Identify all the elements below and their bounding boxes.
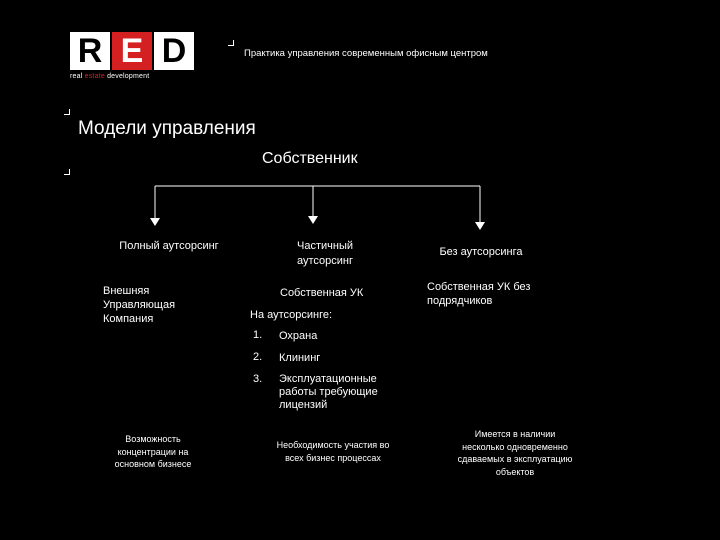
text-line: лицензий (279, 399, 328, 411)
logo-letter-r: R (70, 32, 110, 70)
text-line: концентрации на (117, 446, 189, 457)
slide-title: Модели управления (78, 118, 256, 139)
text-line: Клининг (279, 352, 321, 364)
arrow-down-icon (475, 222, 485, 230)
partial-own-uk: Собственная УК (280, 287, 364, 299)
text-line: несколько одновременно (462, 441, 568, 452)
arrow-down-icon (308, 216, 318, 224)
text-line: основном бизнесе (114, 459, 192, 469)
text-line: аутсорсинг (297, 255, 353, 267)
logo-letter-e: E (112, 32, 152, 70)
text-line: подрядчиков (427, 295, 493, 307)
list-item-text (279, 373, 378, 412)
list-item-number: 2. (253, 351, 263, 363)
header-subtitle: Практика управления современным офисным центром (244, 48, 488, 59)
text-line: всех бизнес процессах (285, 452, 381, 463)
column-heading-partial (270, 239, 380, 269)
text-line: Управляющая (103, 299, 176, 311)
list-item-number: 3. (253, 373, 263, 385)
text-line: работы требующие (279, 386, 378, 398)
text-line: объектов (495, 466, 535, 477)
text-line: Частичный (297, 240, 353, 252)
arrow-down-icon (150, 218, 160, 226)
partial-outsourced-label: На аутсорсинге: (250, 309, 333, 321)
column-note-full (100, 433, 206, 471)
text-line: Внешняя (103, 285, 150, 297)
logo-tagline-word: estate (84, 73, 105, 80)
text-line: сдаваемых в эксплуатацию (457, 454, 573, 464)
text-line: Компания (103, 313, 154, 325)
text-line: Охрана (279, 330, 318, 342)
column-heading-full: Полный аутсорсинг (119, 240, 219, 252)
text-line: Необходимость участия во (276, 440, 390, 450)
text-line: Имеется в наличии (474, 429, 556, 439)
logo-tagline-word: real (70, 73, 83, 80)
list-item-text (279, 329, 317, 343)
column-note-none (440, 428, 590, 478)
logo-tagline-word: development (107, 73, 150, 80)
owner-label: Собственник (262, 150, 358, 167)
column-note-partial (258, 439, 408, 464)
column-body-full (103, 284, 175, 326)
list-item-text (279, 351, 320, 365)
text-line: Собственная УК без (427, 281, 531, 293)
column-body-none (427, 280, 530, 308)
text-line: Эксплуатационные (279, 373, 377, 385)
column-heading-none: Без аутсорсинга (439, 246, 523, 258)
logo-letter-d: D (154, 32, 194, 70)
text-line: Возможность (125, 434, 181, 444)
list-item-number: 1. (253, 329, 263, 341)
